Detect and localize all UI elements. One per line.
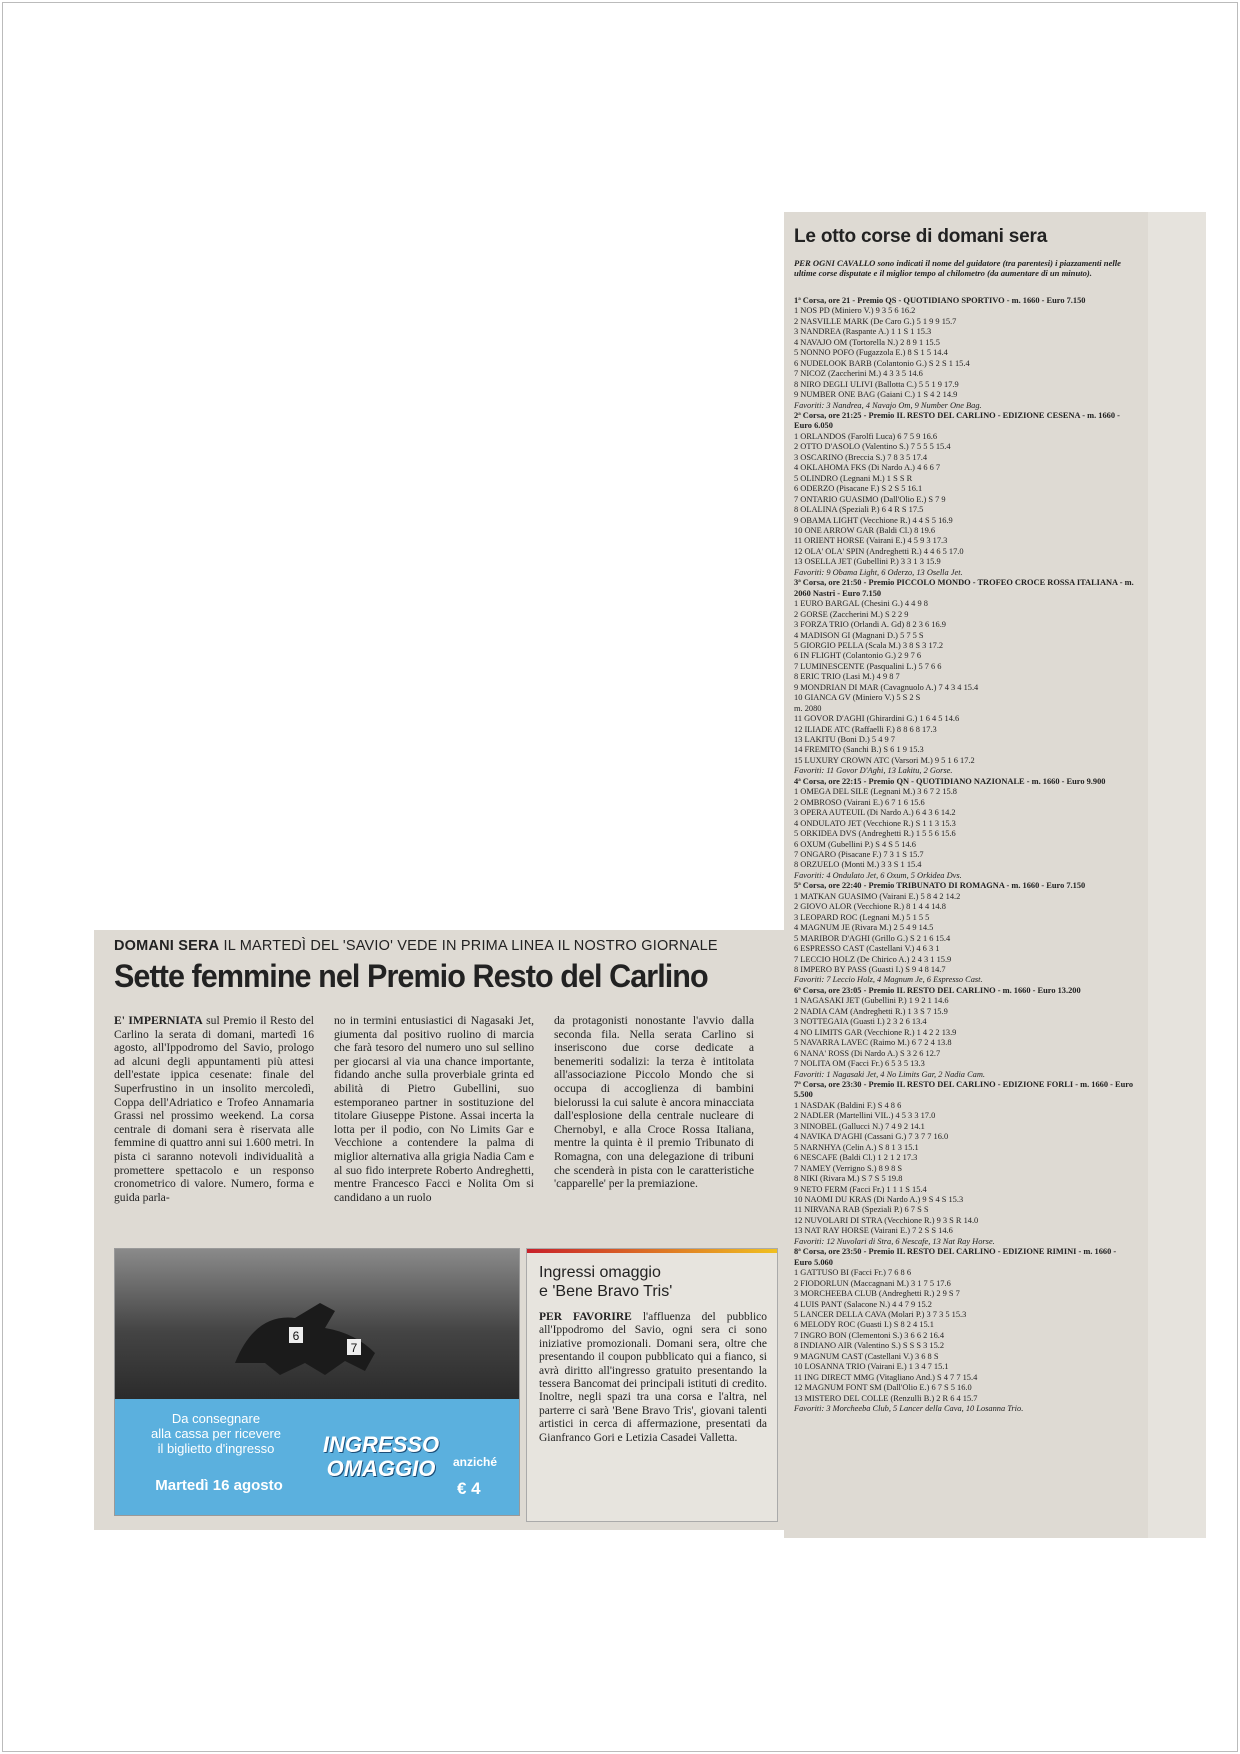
article-lead: E' IMPERNIATA xyxy=(114,1014,203,1027)
race-entry: 7 INGRO BON (Clementoni S.) 3 6 6 2 16.4 xyxy=(794,1330,945,1340)
race-entry: 7 ONGARO (Pisacane F.) 7 3 1 S 15.7 xyxy=(794,850,924,860)
race-entry: 11 ING DIRECT MMG (Vitagliano And.) S 4 7 7 15.4 xyxy=(794,1372,978,1382)
coupon-area xyxy=(115,1399,519,1515)
race-entry: 12 ILIADE ATC (Raffaelli F.) 8 8 6 8 17.3 xyxy=(794,724,937,734)
race-entry: 1 NOS PD (Miniero V.) 9 3 5 6 16.2 xyxy=(794,306,916,316)
promo-text xyxy=(539,1311,767,1445)
race-entry: 8 IMPERO BY PASS (Guasti I.) S 9 4 8 14.7 xyxy=(794,965,946,974)
race-entry: m. 2080 xyxy=(794,703,822,713)
horse-silhouette-icon xyxy=(225,1283,405,1383)
race-favorites: Favoriti: 12 Nuvolari di Stra, 6 Nescafe, 13 Nat Ray Horse. xyxy=(794,1236,995,1246)
race-favorites: Favoriti: 7 Leccio Holz, 4 Magnum Je, 6 Espresso Cast. xyxy=(794,975,983,985)
race-entry: 2 GIOVO ALOR (Vecchione R.) 8 1 4 4 14.8 xyxy=(794,902,946,912)
race-header: 3ª Corsa, ore 21:50 - Premio PICCOLO MONDO - TROFEO CROCE ROSSA ITALIANA - m. 2060 Nastri - Euro 7.150 xyxy=(794,578,1134,598)
race-entry: 2 OTTO D'ASOLO (Valentino S.) 7 5 5 5 15.4 xyxy=(794,442,951,452)
race-entry: 5 ORKIDEA DVS (Andreghetti R.) 1 5 5 6 15.6 xyxy=(794,829,956,839)
race-entry: 7 LUMINESCENTE (Pasqualini L.) 5 7 6 6 xyxy=(794,661,942,671)
race-entry: 6 IN FLIGHT (Colantonio G.) 2 9 7 6 xyxy=(794,651,922,661)
race-entry: 10 GIANCA GV (Miniero V.) 5 S 2 S xyxy=(794,693,921,703)
race-entry: 10 ONE ARROW GAR (Baldi Cl.) 8 19.6 xyxy=(794,525,936,535)
race-card-intro: PER OGNI CAVALLO sono indicati il nome del guidatore (tra parentesi) i piazzamenti nelle ultime corse disputate e il miglior tempo al chilometro (da aumentare di un minuto). xyxy=(794,258,1121,279)
race-entry: 6 NUDELOOK BARB (Colantonio G.) S 2 S 1 15.4 xyxy=(794,358,970,368)
race-entry: 1 NASDAK (Baldini F.) S 4 8 6 xyxy=(794,1100,902,1110)
race-entry: 1 ORLANDOS (Farolfi Luca) 6 7 5 9 16.6 xyxy=(794,431,938,441)
race-entry: 4 MAGNUM JE (Rivara M.) 2 5 4 9 14.5 xyxy=(794,923,934,933)
race-header: 4ª Corsa, ore 22:15 - Premio QN - QUOTIDIANO NAZIONALE - m. 1660 - Euro 9.900 xyxy=(794,776,1106,786)
race-entry: 4 NAVAJO OM (Tortorella N.) 2 8 9 1 15.5 xyxy=(794,337,940,347)
promo-accent-bar xyxy=(527,1249,777,1253)
race-entry: 2 NADLER (Martellini VIL.) 4 5 3 3 17.0 xyxy=(794,1111,936,1121)
race-favorites: Favoriti: 4 Ondulato Jet, 6 Oxum, 5 Orkidea Dvs. xyxy=(794,870,962,880)
race-favorites: Favoriti: 9 Obama Light, 6 Oderzo, 13 Osella Jet. xyxy=(794,567,963,577)
race-entry: 13 LAKITU (Boni D.) 5 4 9 7 xyxy=(794,735,895,745)
race-entry: 4 ONDULATO JET (Vecchione R.) S 1 1 3 15.3 xyxy=(794,818,956,828)
race-entry: 1 MATKAN GUASIMO (Vairani E.) 5 8 4 2 14.2 xyxy=(794,891,961,901)
race-entry: 3 NANDREA (Raspante A.) 1 1 S 1 15.3 xyxy=(794,327,932,337)
race-entry: 3 OSCARINO (Breccia S.) 7 8 3 5 17.4 xyxy=(794,452,928,462)
race-photo xyxy=(115,1249,519,1399)
promo-box xyxy=(526,1248,778,1522)
race-entry: 6 OXUM (Gubellini P.) S 4 S 5 14.6 xyxy=(794,839,916,849)
race-entry: 7 LECCIO HOLZ (De Chirico A.) 2 4 3 1 15.9 xyxy=(794,954,952,964)
race-header: 2ª Corsa, ore 21:25 - Premio IL RESTO DEL CARLINO - EDIZIONE CESENA - m. 1660 - Euro 6.050 xyxy=(794,410,1120,431)
race-entry: 9 OBAMA LIGHT (Vecchione R.) 4 4 S 5 16.9 xyxy=(794,515,953,525)
race-entry: 5 NONNO POFO (Fugazzola E.) 8 S 1 5 14.4 xyxy=(794,348,948,358)
race-entry: 2 FIODORLUN (Maccagnani M.) 3 1 7 5 17.6 xyxy=(794,1278,951,1288)
race-entry: 8 NIRO DEGLI ULIVI (Ballotta C.) 5 5 1 9 17.9 xyxy=(794,379,959,389)
kicker-rest: IL MARTEDÌ DEL 'SAVIO' VEDE IN PRIMA LINEA IL NOSTRO GIORNALE xyxy=(219,938,718,954)
race-entry: 2 NASVILLE MARK (De Caro G.) 5 1 9 9 15.7 xyxy=(794,316,957,326)
article-kicker xyxy=(114,938,718,954)
coupon-date: Martedì 16 agosto xyxy=(155,1477,283,1494)
race-entry: 8 ORZUELO (Monti M.) 3 3 S 1 15.4 xyxy=(794,860,922,870)
saddle-number-b: 7 xyxy=(350,1341,358,1355)
race-entry: 15 LUXURY CROWN ATC (Varsori M.) 9 5 1 6 17.2 xyxy=(794,755,975,765)
race-entry: 11 NIRVANA RAB (Speziali P.) 6 7 S S xyxy=(794,1205,929,1215)
race-entry: 3 LEOPARD ROC (Legnani M.) 5 1 5 5 xyxy=(794,912,930,922)
race-entry: 13 MISTERO DEL COLLE (Renzulli B.) 2 R 6 4 15.7 xyxy=(794,1393,978,1403)
promo-lead: PER FAVORIRE xyxy=(539,1311,632,1323)
race-header: 8ª Corsa, ore 23:50 - Premio IL RESTO DEL CARLINO - EDIZIONE RIMINI - m. 1660 - Euro 5.060 xyxy=(794,1247,1117,1267)
promo-title xyxy=(539,1263,672,1301)
race-entry: 9 MONDRIAN DI MAR (Cavagnuolo A.) 7 4 3 4 15.4 xyxy=(794,682,979,692)
promo-title-2: e 'Bene Bravo Tris' xyxy=(539,1283,673,1300)
promo-title-1: Ingressi omaggio xyxy=(539,1264,661,1281)
race-entry: 5 GIORGIO PELLA (Scala M.) 3 8 S 3 17.2 xyxy=(794,640,944,650)
coupon-photo xyxy=(114,1248,520,1516)
race-entry: 7 NICOZ (Zaccherini M.) 4 3 3 5 14.6 xyxy=(794,369,923,379)
race-list xyxy=(794,296,1134,1414)
race-entry: 11 ORIENT HORSE (Vairani E.) 4 5 9 3 17.3 xyxy=(794,536,948,546)
saddle-number-a: 6 xyxy=(292,1329,300,1343)
race-entry: 4 NAVIKA D'AGHI (Cassani G.) 7 3 7 7 16.0 xyxy=(794,1132,949,1142)
article-clipping xyxy=(94,930,784,1530)
race-entry: 10 LOSANNA TRIO (Vairani E.) 1 3 4 7 15.1 xyxy=(794,1362,949,1372)
coupon-headline xyxy=(311,1433,451,1481)
race-entry: 4 OKLAHOMA FKS (Di Nardo A.) 4 6 6 7 xyxy=(794,463,941,473)
adjacent-page-strip xyxy=(1148,212,1206,1538)
race-entry: 9 MAGNUM CAST (Castellani V.) 3 6 8 S xyxy=(794,1351,939,1361)
coupon-big-2: OMAGGIO xyxy=(326,1456,436,1481)
race-entry: 7 NOLITA OM (Facci Fr.) 6 5 3 5 13.3 xyxy=(794,1059,925,1069)
race-entry: 6 NESCAFE (Baldi Cl.) 1 2 1 2 17.3 xyxy=(794,1153,918,1163)
race-entry: 12 MAGNUM FONT SM (Dall'Olio E.) 6 7 S 5 16.0 xyxy=(794,1383,972,1393)
race-card-clipping xyxy=(784,212,1148,1538)
race-entry: 6 MELODY ROC (Guasti I.) S 8 2 4 15.1 xyxy=(794,1320,934,1330)
race-entry: 8 INDIANO AIR (Valentino S.) S S S 3 15.2 xyxy=(794,1341,945,1351)
race-entry: 4 MADISON GI (Magnani D.) 5 7 5 S xyxy=(794,630,924,640)
race-entry: 1 GATTUSO BI (Facci Fr.) 7 6 8 6 xyxy=(794,1268,912,1278)
coupon-line-1: Da consegnare xyxy=(171,1411,261,1426)
race-entry: 7 NAMEY (Verrigno S.) 8 9 8 S xyxy=(794,1163,903,1173)
race-entry: 5 NAVARRA LAVEC (Raimo M.) 6 7 2 4 13.8 xyxy=(794,1038,952,1048)
race-entry: 2 NADIA CAM (Andreghetti R.) 1 3 S 7 15.9 xyxy=(794,1006,948,1016)
coupon-big-1: INGRESSO xyxy=(322,1432,440,1457)
race-entry: 9 NETO FERM (Facci Fr.) 1 1 1 S 15.4 xyxy=(794,1184,927,1194)
coupon-line-2: alla cassa per ricevere xyxy=(150,1426,282,1441)
race-entry: 3 OPERA AUTEUIL (Di Nardo A.) 6 4 3 6 14.2 xyxy=(794,808,956,818)
race-card-title: Le otto corse di domani sera xyxy=(794,226,1048,247)
race-entry: 1 EURO BARGAL (Chesini G.) 4 4 9 8 xyxy=(794,599,928,609)
race-header: 7ª Corsa, ore 23:30 - Premio IL RESTO DEL CARLINO - EDIZIONE FORLI - m. 1660 - Euro 5.500 xyxy=(794,1079,1134,1100)
race-entry: 1 NAGASAKI JET (Gubellini P.) 1 9 2 1 14.6 xyxy=(794,996,949,1006)
race-favorites: Favoriti: 3 Morcheeba Club, 5 Lancer della Cava, 10 Losanna Trio. xyxy=(794,1404,1024,1414)
race-entry: 3 FORZA TRIO (Orlandi A. Gd) 8 2 3 6 16.9 xyxy=(794,620,946,630)
race-entry: 13 NAT RAY HORSE (Vairani E.) 7 2 S S 14.6 xyxy=(794,1226,953,1236)
race-header: 5ª Corsa, ore 22:40 - Premio TRIBUNATO DI ROMAGNA - m. 1660 - Euro 7.150 xyxy=(794,881,1086,891)
race-entry: 12 NUVOLARI DI STRA (Vecchione R.) 9 3 S R 14.0 xyxy=(794,1215,979,1225)
race-favorites: Favoriti: 11 Govor D'Aghi, 13 Lakitu, 2 Gorse. xyxy=(794,766,953,776)
race-header: 6ª Corsa, ore 23:05 - Premio IL RESTO DEL CARLINO - m. 1660 - Euro 13.200 xyxy=(794,985,1081,995)
race-entry: 8 NIKI (Rivara M.) S 7 S 5 19.8 xyxy=(794,1174,903,1184)
article-column-2: no in termini entusiastici di Nagasaki Jet, giumenta dal positivo ruolino di marcia che farà tesoro del numero uno sul sellino per giocarsi al via una chance importante, fidando anche sulla proverbiale grinta ed abilità di Pietro Gubellini, suo estemporaneo partner in sostituzione del titolare Giuseppe Pistone. Assai incerta la lotta per il podio, con No Limits Gar e Vecchione a contendere la palma di miglior alternativa alla grigia Nadia Cam e al suo fido interprete Roberto Andreghetti, mentre Francesco Facci e Nolita Om si candidano a un ruolo xyxy=(334,1014,534,1204)
race-entry: 2 OMBROSO (Vairani E.) 6 7 1 6 15.6 xyxy=(794,797,925,807)
race-entry: 1 OMEGA DEL SILE (Legnani M.) 3 6 7 2 15.8 xyxy=(794,787,957,797)
race-entry: 11 GOVOR D'AGHI (Ghirardini G.) 1 6 4 5 14.6 xyxy=(794,714,960,724)
race-entry: 5 OLINDRO (Legnani M.) 1 S S R xyxy=(794,473,913,483)
race-entry: 10 NAOMI DU KRAS (Di Nardo A.) 9 S 4 S 15.3 xyxy=(794,1194,964,1204)
race-entry: 6 ODERZO (Pisacane F.) S 2 S 5 16.1 xyxy=(794,484,923,494)
race-entry: 14 FREMITO (Sanchi B.) S 6 1 9 15.3 xyxy=(794,745,924,755)
race-favorites: Favoriti: 3 Nandrea, 4 Navajo Om, 9 Number One Bag. xyxy=(794,400,982,410)
coupon-instructions xyxy=(131,1411,301,1456)
race-entry: 4 LUIS PANT (Salacone N.) 4 4 7 9 15.2 xyxy=(794,1299,932,1309)
kicker-bold: DOMANI SERA xyxy=(114,938,220,954)
coupon-price: € 4 xyxy=(457,1479,481,1498)
article-column-1 xyxy=(114,1014,314,1204)
promo-body: l'affluenza del pubblico all'Ippodromo del Savio, ogni sera ci sono iniziative promozionali. Domani sera, oltre che presentando il coupon pubblicato qui a fianco, si avrà diritto all'ingresso gratuito presentando la tessera Bancomat dei principali istituti di credito. Inoltre, negli spazi tra una corsa e l'altra, nel parterre ci sarà 'Bene Bravo Tris', giovani talenti artistici in cerca di affermazione, presentati da Gianfranco Gori e Letizia Casadei Valletta. xyxy=(539,1311,767,1444)
race-entry: 8 ERIC TRIO (Lasi M.) 4 9 8 7 xyxy=(794,672,900,682)
race-entry: 6 ESPRESSO CAST (Castellani V.) 4 6 3 1 xyxy=(794,944,940,954)
race-entry: 3 NOTTEGAIA (Guasti I.) 2 3 2 6 13.4 xyxy=(794,1017,927,1027)
race-entry: 3 MORCHEEBA CLUB (Andreghetti R.) 2 9 S 7 xyxy=(794,1289,960,1299)
race-entry: 5 NARNHYA (Celin A.) S 8 1 3 15.1 xyxy=(794,1142,919,1152)
race-entry: 6 NANA' ROSS (Di Nardo A.) S 3 2 6 12.7 xyxy=(794,1048,941,1058)
race-entry: 9 NUMBER ONE BAG (Gaiani C.) 1 S 4 2 14.9 xyxy=(794,390,958,400)
race-entry: 8 OLALINA (Speziali P.) 6 4 R S 17.5 xyxy=(794,505,924,515)
race-entry: 5 MARIBOR D'AGHI (Grillo G.) S 2 1 6 15.4 xyxy=(794,933,951,943)
race-entry: 13 OSELLA JET (Gubellini P.) 3 3 1 3 15.9 xyxy=(794,557,941,567)
race-header: 1ª Corsa, ore 21 - Premio QS - QUOTIDIANO SPORTIVO - m. 1660 - Euro 7.150 xyxy=(794,296,1086,305)
coupon-instead: anziché xyxy=(453,1455,498,1469)
race-entry: 12 OLA' OLA' SPIN (Andreghetti R.) 4 4 6 5 17.0 xyxy=(794,546,964,556)
race-entry: 2 GORSE (Zaccherini M.) S 2 2 9 xyxy=(794,609,909,619)
article-column-3: da protagonisti nonostante l'avvio dalla seconda fila. Nella serata Carlino si inseriscono due corse dedicate a benemeriti sodalizi: la terza è intitolata all'associazione Piccolo Mondo che si occupa di accoglienza di bambini bielorussi la cui salute è ancora minacciata dall'esplosione della centrale nucleare di Chernobyl, e alla Croce Rossa Italiana, mentre la quinta è il premio Tribunato di Romagna, con una delegazione di tribuni che scenderà in pista con le caratteristiche 'capparelle' per la premiazione. xyxy=(554,1014,754,1191)
article-headline: Sette femmine nel Premio Resto del Carlino xyxy=(114,958,708,994)
race-entry: 5 LANCER DELLA CAVA (Molari P.) 3 7 3 5 15.3 xyxy=(794,1309,967,1319)
race-favorites: Favoriti: 1 Nagasaki Jet, 4 No Limits Gar, 2 Nadia Cam. xyxy=(794,1069,985,1079)
race-entry: 4 NO LIMITS GAR (Vecchione R.) 1 4 2 2 13.9 xyxy=(794,1027,957,1037)
race-entry: 3 NINOBEL (Gallucci N.) 7 4 9 2 14.1 xyxy=(794,1121,925,1131)
coupon-line-3: il biglietto d'ingresso xyxy=(157,1441,275,1456)
race-entry: 7 ONTARIO GUASIMO (Dall'Olio E.) S 7 9 xyxy=(794,494,946,504)
column-1-text: sul Premio il Resto del Carlino la serata di domani, martedì 16 agosto, all'Ippodromo del Savio, prologo ad alcuni degli appuntamenti più attesi dell'estate ippica cesenate: finale del Superfrustino in un insolito mercoledì, Coppa dell'Adriatico e Trofeo Annamaria Grassi nel prossimo weekend. La corsa centrale di domani sera è riservata alle femmine di quattro anni sui 1.600 metri. In pista ci saranno notevoli individualità a promettere spettacolo e un responso cronometrico di valore. Numero, forma e guida parla- xyxy=(114,1014,315,1204)
